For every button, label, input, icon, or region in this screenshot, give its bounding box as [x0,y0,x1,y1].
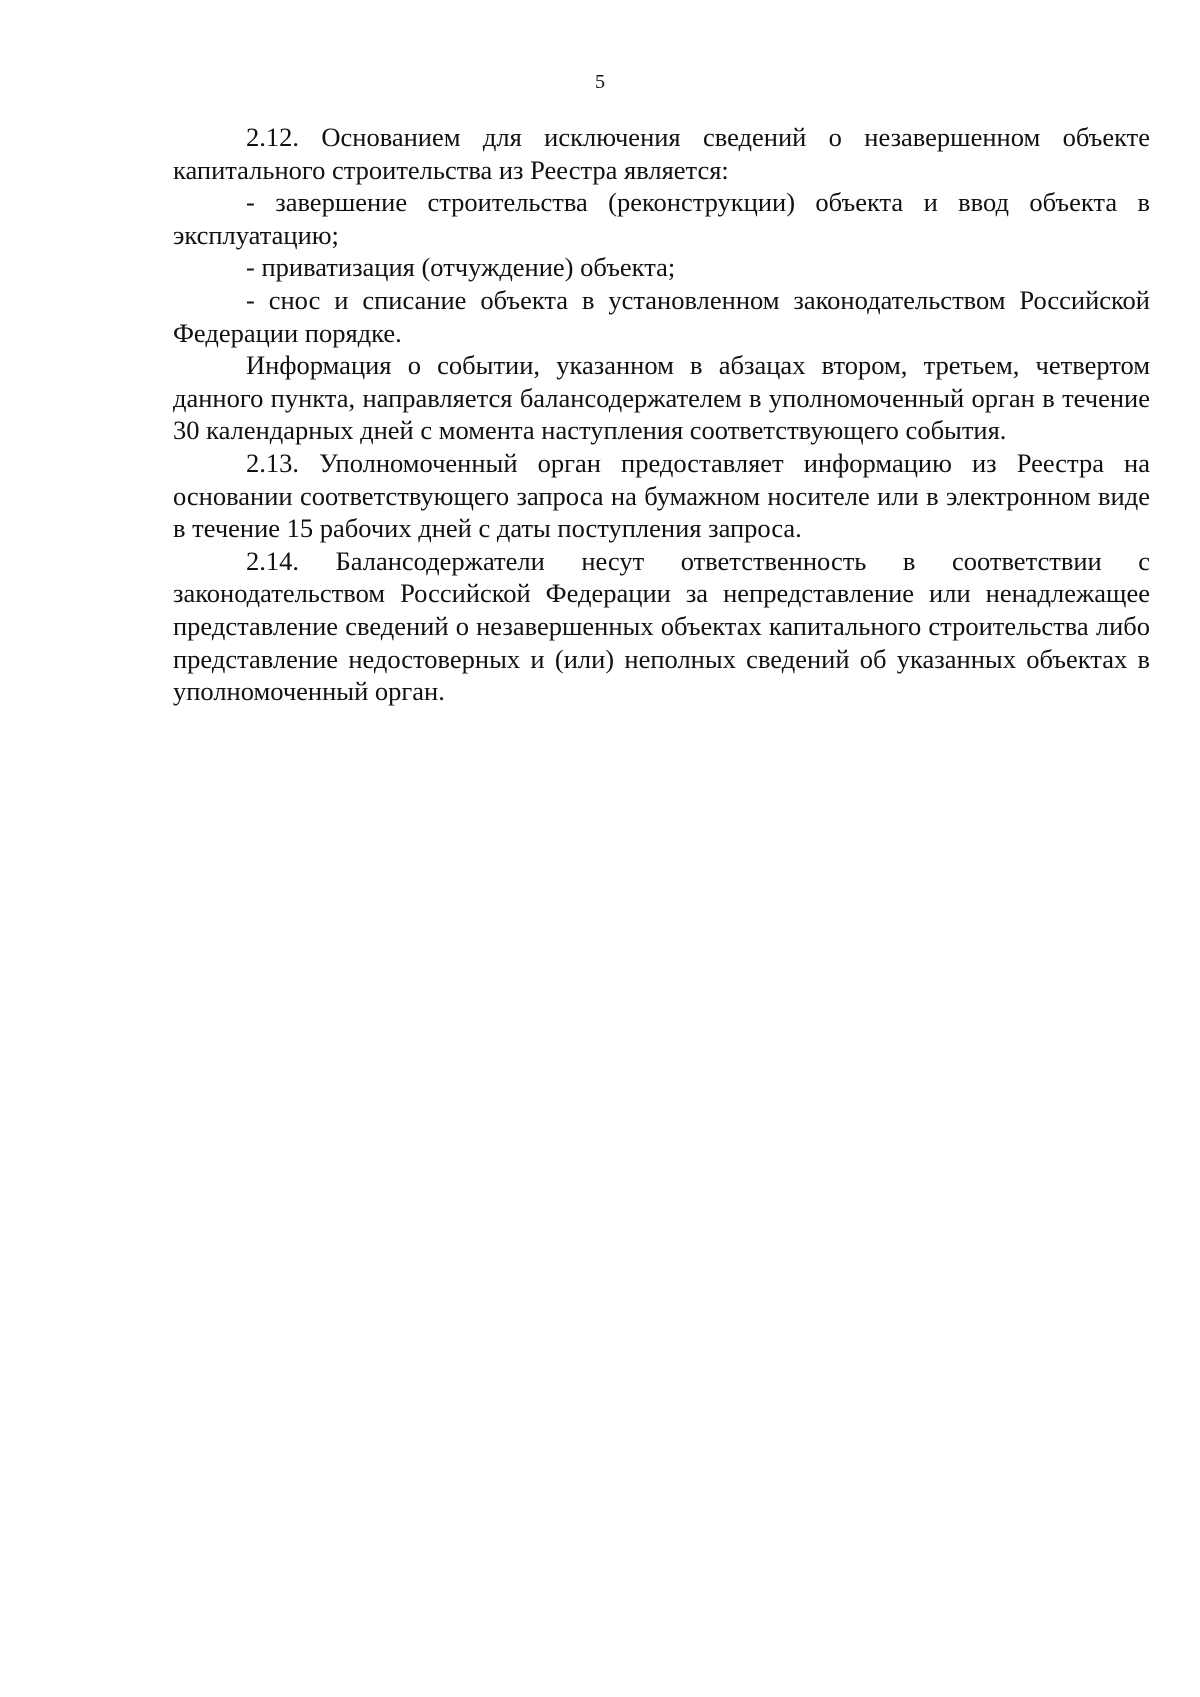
paragraph-2-14: 2.14. Балансодержатели несут ответственность в соответствии с законодательством Российской Федерации за непредставление или ненадлежащее представление сведений о незавершенных объектах капитального строительства либо представление недостоверных и (или) неполных сведений об указанных объектах в уполномоченный орган. [173,545,1150,707]
list-item-construction-completion: - завершение строительства (реконструкции) объекта и ввод объекта в эксплуатацию; [173,187,1150,250]
page-number: 5 [595,71,605,93]
paragraph-2-13: 2.13. Уполномоченный орган предоставляет информацию из Реестра на основании соответствующего запроса на бумажном носителе или в электронном виде в течение 15 рабочих дней с даты поступления запроса. [173,447,1150,544]
list-item-privatization: - приватизация (отчуждение) объекта; [246,252,676,283]
paragraph-2-12: 2.12. Основанием для исключения сведений о незавершенном объекте капитального строительства из Реестра является: [173,122,1150,185]
paragraph-event-information: Информация о событии, указанном в абзацах втором, третьем, четвертом данного пункта, направляется балансодержателем в уполномоченный орган в течение 30 календарных дней с момента наступления соответствующего события. [173,350,1150,446]
list-item-demolition: - снос и списание объекта в установленном законодательством Российской Федерации порядке. [173,284,1150,348]
document-body [173,121,1150,708]
